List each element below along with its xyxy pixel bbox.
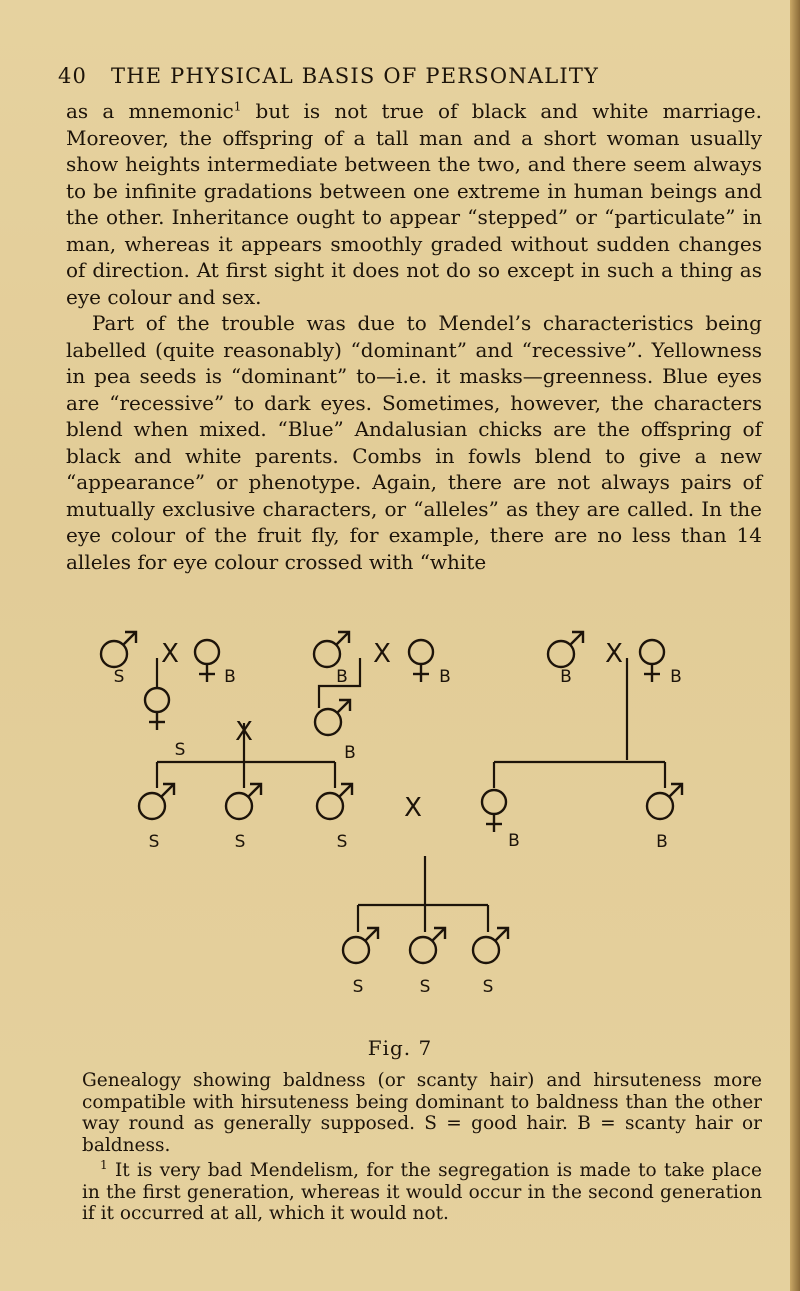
footnote-body: It is very bad Mendelism, for the segregation is made to take place in the first generation, whereas it would occur in the second generation if it occurred at all, which it would not. <box>82 1160 762 1224</box>
genealogy-figure <box>90 620 730 1020</box>
running-header <box>58 64 738 88</box>
label-b: B <box>656 832 668 852</box>
cross-mark: X <box>373 639 391 669</box>
page-number: 40 <box>58 64 88 88</box>
male-symbol <box>139 784 174 819</box>
cross-mark: X <box>605 639 623 669</box>
male-symbol <box>473 928 508 963</box>
label-b: B <box>508 831 520 851</box>
label-s: S <box>148 832 160 852</box>
label-b: B <box>344 743 356 763</box>
label-b: B <box>439 667 451 687</box>
label-s: S <box>113 667 125 687</box>
male-symbol <box>317 784 352 819</box>
page-edge <box>790 0 800 1291</box>
paragraph-1 <box>66 98 762 310</box>
male-symbol <box>343 928 378 963</box>
label-s: S <box>336 832 348 852</box>
label-s: S <box>482 977 494 997</box>
female-symbol <box>482 790 506 832</box>
footnote-text <box>82 1157 762 1225</box>
label-s: S <box>234 832 246 852</box>
male-symbol <box>314 632 349 667</box>
male-symbol <box>101 632 136 667</box>
paragraph-1-start: as a mnemonic <box>66 99 234 123</box>
footnote-mark: 1 <box>100 1157 108 1172</box>
running-title: THE PHYSICAL BASIS OF PERSONALITY <box>111 64 600 88</box>
paragraph-2: Part of the trouble was due to Mendel’s characteristics being labelled (quite reasonably) “dominant” and “recessive”. Yellowness in pea seeds is “dominant” to—i.e. it masks—greenness. Blue eyes are “recessive” to dark eyes. Sometimes, however, the characters blend when mixed. “Blue” Andalusian chicks are the offspring of black and white parents. Combs in fowls blend to give a new “appearance” or phenotype. Again, there are not always pairs of mutually exclusive characters, or “alleles” as they are called. In the eye colour of the fruit fly, for example, there are no less than 14 alleles for eye colour crossed with “white <box>66 311 762 574</box>
label-b: B <box>670 667 682 687</box>
label-b: B <box>224 667 236 687</box>
label-b: B <box>336 667 348 687</box>
label-s: S <box>419 977 431 997</box>
label-s: S <box>352 977 364 997</box>
footnote <box>82 1157 762 1225</box>
female-symbol <box>145 688 169 730</box>
male-symbol <box>647 784 682 819</box>
footnote-reference: 1 <box>233 99 242 114</box>
genealogy-diagram <box>90 620 730 1020</box>
cross-mark: X <box>235 717 253 747</box>
figure-title: Fig. 7 <box>367 1036 433 1060</box>
male-symbol <box>548 632 583 667</box>
paragraph-1-rest: but is not true of black and white marriage. Moreover, the offspring of a tall man and a short woman usually show heights intermediate between the two, and there seem always to be infinite gradations between one extreme in human beings and the other. Inheritance ought to appear “stepped” or “particulate” in man, whereas it appears smoothly graded without sudden changes of direction. At first sight it does not do so except in such a thing as eye colour and sex. <box>66 99 762 309</box>
body-text <box>66 98 762 575</box>
male-symbol <box>410 928 445 963</box>
label-b: B <box>560 667 572 687</box>
female-symbol <box>409 640 433 682</box>
cross-mark: X <box>161 639 179 669</box>
cross-mark: X <box>404 793 422 823</box>
female-symbol <box>195 640 219 682</box>
caption-text: Genealogy showing baldness (or scanty hair) and hirsuteness more compatible with hirsuteness being dominant to baldness than the other way round as generally supposed. S = good hair. B = scanty hair or baldness. <box>82 1070 762 1156</box>
label-s: S <box>174 740 186 760</box>
male-symbol <box>226 784 261 819</box>
female-symbol <box>640 640 664 682</box>
male-symbol <box>315 700 350 735</box>
figure-caption <box>82 1070 762 1156</box>
